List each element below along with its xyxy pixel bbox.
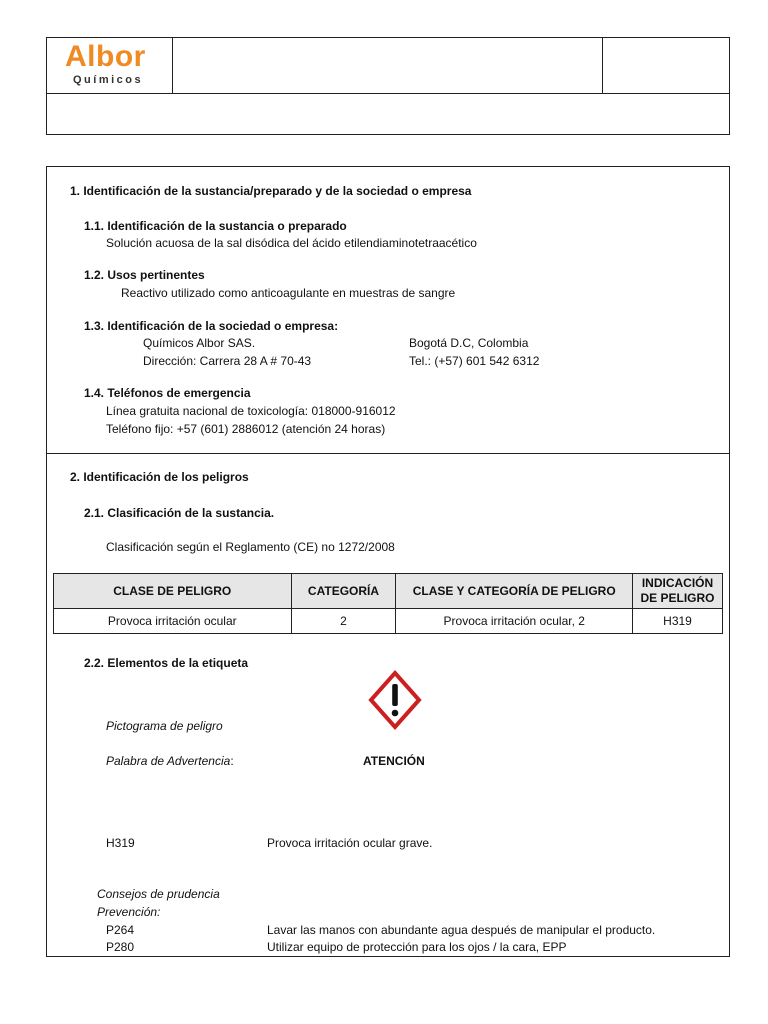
precaution-code: P264 bbox=[106, 923, 135, 937]
company-city: Bogotá D.C, Colombia bbox=[409, 336, 529, 350]
precaution-text: Lavar las manos con abundante agua después de manipular el producto. bbox=[267, 923, 656, 937]
section-1-1-title: 1.1. Identificación de la sustancia o preparado bbox=[84, 219, 347, 233]
company-logo: Albor bbox=[65, 40, 146, 73]
table-cell: Provoca irritación ocular, 2 bbox=[396, 609, 633, 634]
table-header-row bbox=[54, 574, 723, 609]
header-divider bbox=[172, 38, 173, 93]
section-2-title: 2. Identificación de los peligros bbox=[70, 470, 249, 484]
section-1-title: 1. Identificación de la sustancia/preparado y de la sociedad o empresa bbox=[70, 184, 472, 198]
table-header-cell: CLASE DE PELIGRO bbox=[54, 574, 292, 609]
table-cell: 2 bbox=[291, 609, 396, 634]
hazard-statement-code: H319 bbox=[106, 836, 135, 850]
signal-word-label: Palabra de Advertencia bbox=[106, 754, 231, 768]
section-1-3-title: 1.3. Identificación de la sociedad o empresa: bbox=[84, 319, 339, 333]
table-row bbox=[54, 609, 723, 634]
hazard-statement-text: Provoca irritación ocular grave. bbox=[267, 836, 433, 850]
precautionary-advice-title: Consejos de prudencia bbox=[97, 887, 220, 901]
section-1-2-title: 1.2. Usos pertinentes bbox=[84, 268, 205, 282]
table-cell: Provoca irritación ocular bbox=[54, 609, 292, 634]
signal-word: ATENCIÓN bbox=[363, 754, 425, 768]
pictogram-label: Pictograma de peligro bbox=[106, 719, 223, 733]
section-2-1-title: 2.1. Clasificación de la sustancia. bbox=[84, 506, 275, 520]
signal-word-colon: : bbox=[230, 754, 234, 768]
document-header bbox=[46, 37, 730, 135]
company-name: Químicos Albor SAS. bbox=[143, 336, 256, 350]
table-header-cell: CATEGORÍA bbox=[291, 574, 396, 609]
header-divider bbox=[47, 93, 729, 94]
substance-description: Solución acuosa de la sal disódica del ácido etilendiaminotetraacético bbox=[106, 236, 477, 250]
company-phone: Tel.: (+57) 601 542 6312 bbox=[409, 354, 540, 368]
table-header-cell: INDICACIÓN DE PELIGRO bbox=[633, 574, 723, 609]
section-divider bbox=[47, 453, 729, 454]
classification-text: Clasificación según el Reglamento (CE) no 1272/2008 bbox=[106, 540, 395, 554]
header-divider bbox=[602, 38, 603, 93]
precaution-code: P280 bbox=[106, 940, 135, 954]
hazard-classification-table bbox=[53, 573, 723, 634]
precaution-text: Utilizar equipo de protección para los ojos / la cara, EPP bbox=[267, 940, 567, 954]
emergency-line: Teléfono fijo: +57 (601) 2886012 (atención 24 horas) bbox=[106, 422, 386, 436]
uses-description: Reactivo utilizado como anticoagulante en muestras de sangre bbox=[121, 286, 456, 300]
section-2-2-title: 2.2. Elementos de la etiqueta bbox=[84, 656, 249, 670]
document-body bbox=[46, 166, 730, 957]
prevention-title: Prevención: bbox=[97, 905, 161, 919]
exclamation-hazard-pictogram-icon bbox=[367, 669, 423, 731]
company-address: Dirección: Carrera 28 A # 70-43 bbox=[143, 354, 312, 368]
table-cell: H319 bbox=[633, 609, 723, 634]
table-header-cell: CLASE Y CATEGORÍA DE PELIGRO bbox=[396, 574, 633, 609]
emergency-line: Línea gratuita nacional de toxicología: 018000-916012 bbox=[106, 404, 396, 418]
section-1-4-title: 1.4. Teléfonos de emergencia bbox=[84, 386, 251, 400]
signal-word-label-row bbox=[106, 754, 234, 769]
company-logo-subtitle: Químicos bbox=[73, 74, 144, 86]
